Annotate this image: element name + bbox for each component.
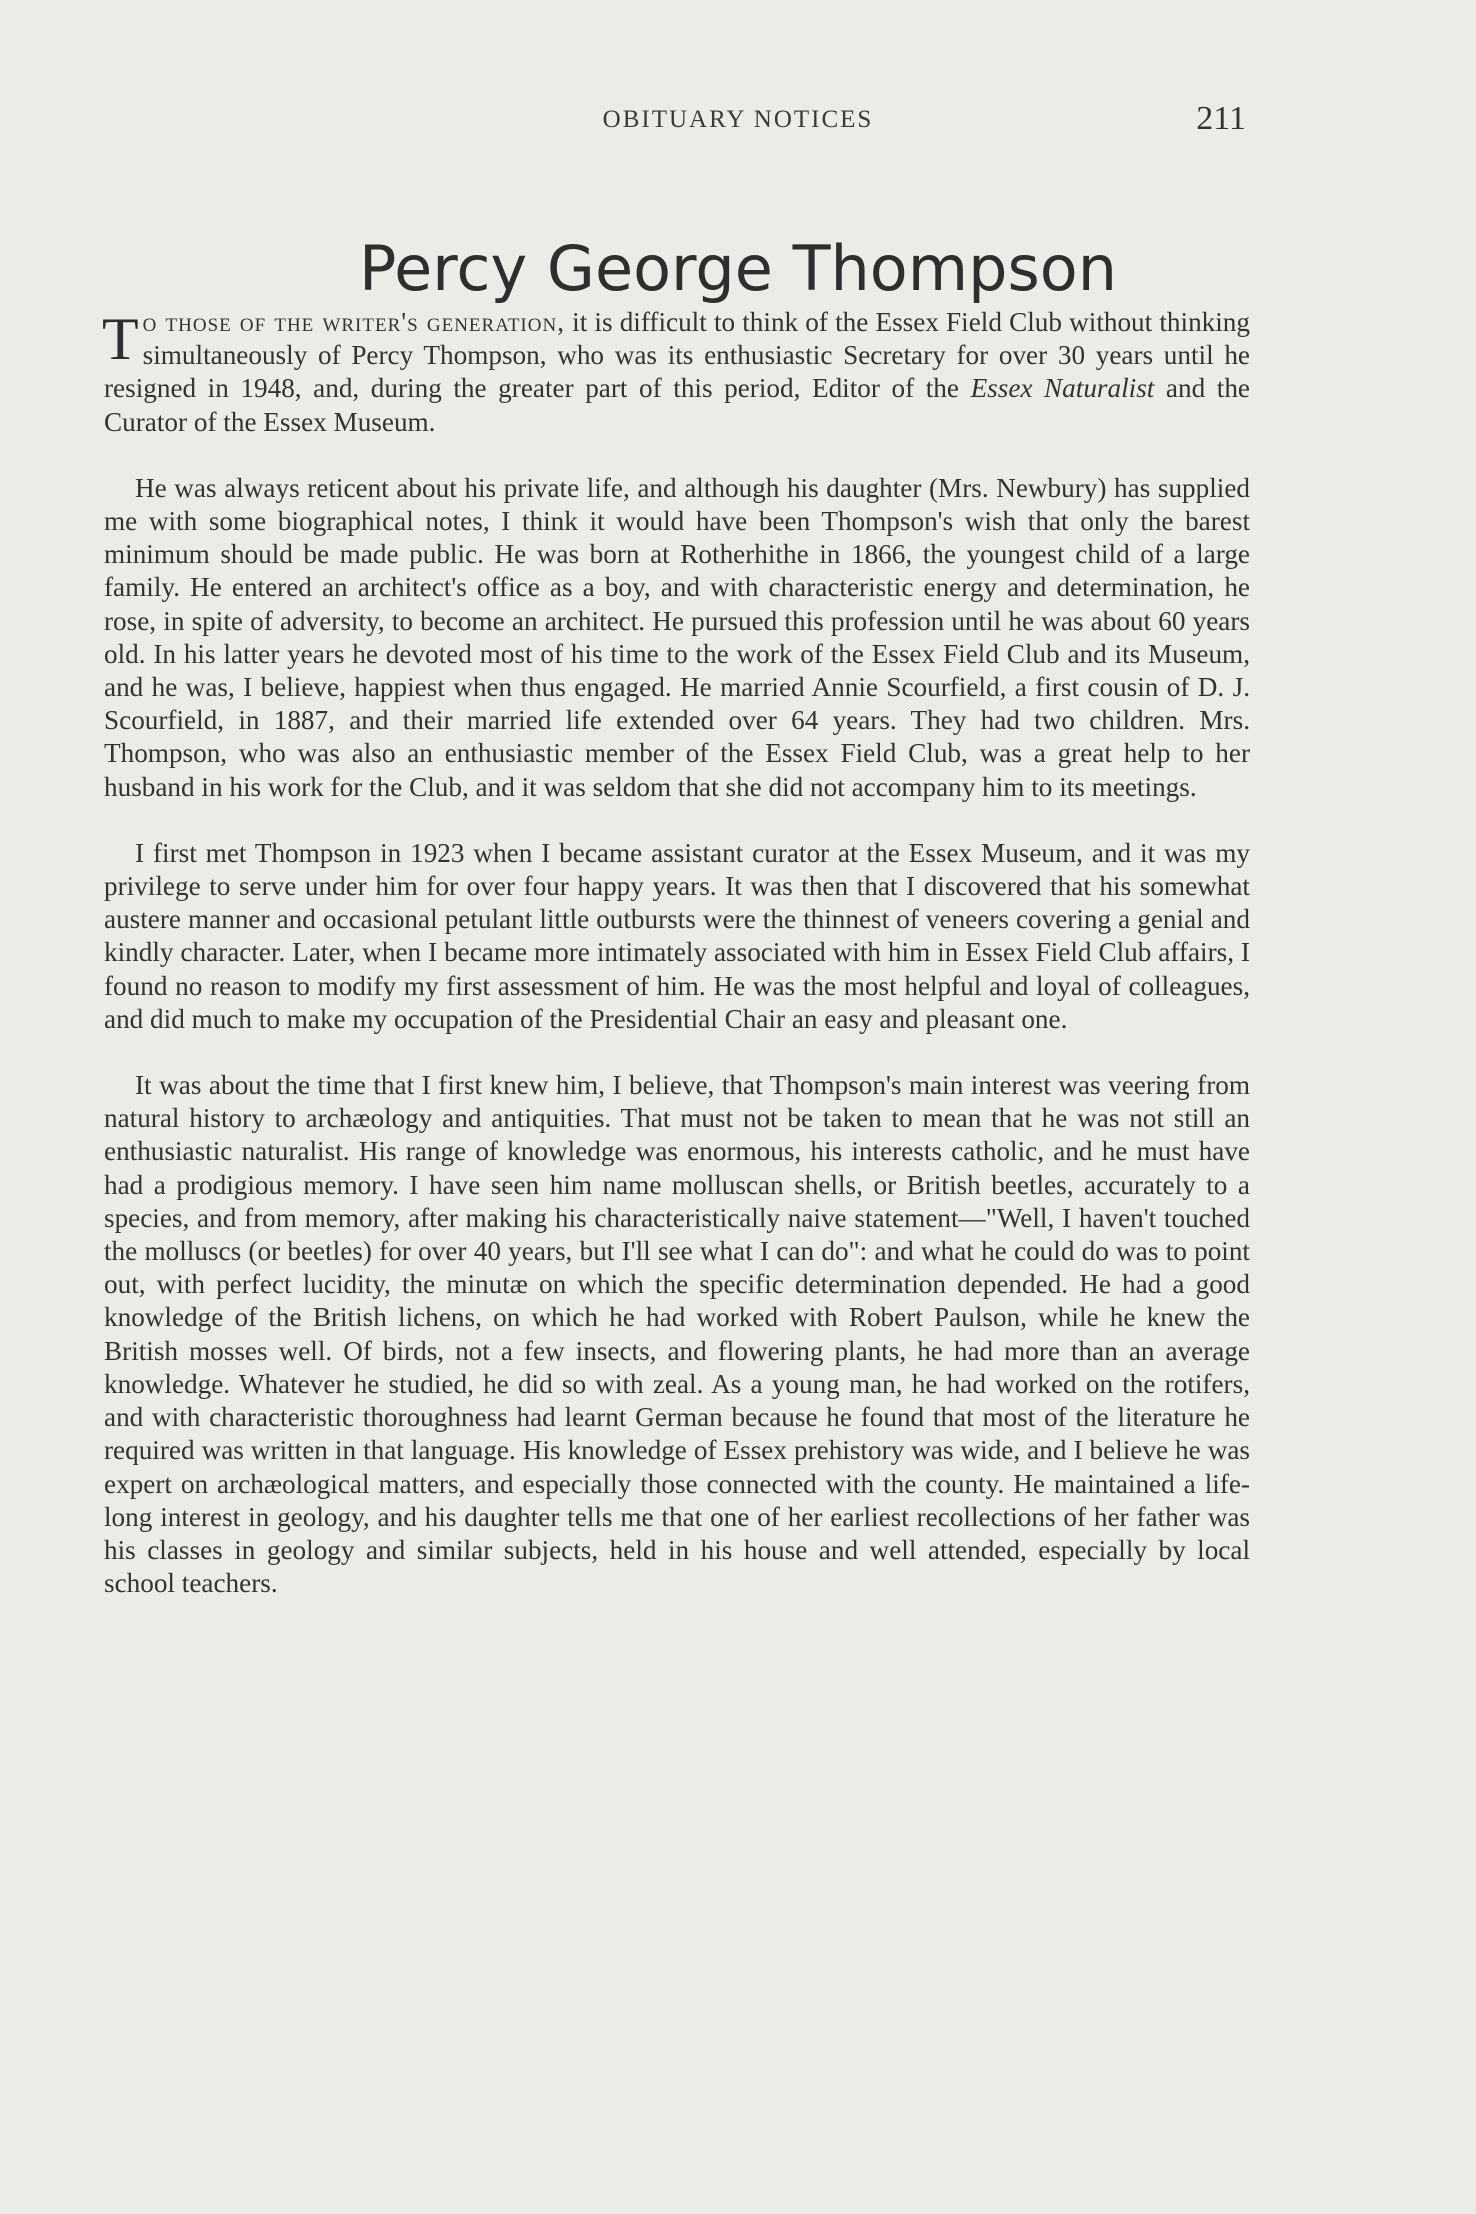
running-title: OBITUARY NOTICES — [602, 106, 874, 133]
paragraph-2: He was always reticent about his private life, and although his daughter (Mrs. Newbury) has supplied me with some biographical notes, I think it would have been Thompson's wish that only the barest minimum should be made public. He was born at Rotherhithe in 1866, the youngest child of a large family. He entered an architect's office as a boy, and with characteristic energy and determination, he rose, in spite of adversity, to become an architect. He pursued this profession until he was about 60 years old. In his latter years he devoted most of his time to the work of the Essex Field Club and its Museum, and he was, I believe, happiest when thus engaged. He married Annie Scourfield, a first cousin of D. J. Scourfield, in 1887, and their married life extended over 64 years. They had two children. Mrs. Thompson, who was also an enthusiastic member of the Essex Field Club, was a great help to her husband in his work for the Club, and it was seldom that she did not accompany him to its meetings. — [104, 472, 1250, 802]
paragraph-1-text-a: it is difficult to think of the Essex Field Club without thinking simultaneously of Percy Thompson, who was its enthusiastic Secretary for over 30 years until he resigned in 1948, and, during the greater part of this period, Editor of the — [104, 307, 1250, 404]
drop-cap: T — [102, 306, 139, 372]
page-number: 211 — [1196, 100, 1246, 137]
journal-name-italic: Essex Naturalist — [970, 373, 1155, 404]
paragraph-1-text-b: and the Curator of the Essex Museum. — [104, 373, 1250, 437]
paragraph-4: It was about the time that I first knew him, I believe, that Thompson's main interest was veering from natural history to archæology and antiquities. That must not be taken to mean that he was not still an enthusiastic naturalist. His range of knowledge was enormous, his interests catholic, and he must have had a prodigious memory. I have seen him name molluscan shells, or British beetles, accurately to a species, and from memory, after making his characteristically naive statement—"Well, I haven't touched the molluscs (or beetles) for over 40 years, but I'll see what I can do": and what he could do was to point out, with perfect lucidity, the minutæ on which the specific determination depended. He had a good knowledge of the British lichens, on which he had worked with Robert Paulson, while he knew the British mosses well. Of birds, not a few insects, and flowering plants, he had more than an average knowledge. Whatever he studied, he did so with zeal. As a young man, he had worked on the rotifers, and with characteristic thoroughness had learnt German because he found that most of the literature he required was written in that language. His knowledge of Essex prehistory was wide, and I believe he was expert on archæological matters, and especially those connected with the county. He maintained a life-long interest in geology, and his daughter tells me that one of her earliest recollections of her father was his classes in geology and similar subjects, held in his house and well attended, especially by local school teachers. — [104, 1070, 1250, 1599]
lead-in-smallcaps: o those of the writer's generation, — [142, 307, 565, 337]
running-head — [0, 100, 1476, 140]
paragraph-3: I first met Thompson in 1923 when I became assistant curator at the Essex Museum, and it was my privilege to serve under him for over four happy years. It was then that I discovered that his somewhat austere manner and occasional petulant little outbursts were the thinnest of veneers covering a genial and kindly character. Later, when I became more intimately associated with him in Essex Field Club affairs, I found no reason to modify my first assessment of him. He was the most helpful and loyal of colleagues, and did much to make my occupation of the Presidential Chair an easy and pleasant one. — [104, 837, 1250, 1034]
article-body — [104, 306, 1250, 1633]
paragraph-1 — [104, 306, 1250, 439]
article-title: Percy George Thompson — [358, 231, 1118, 305]
